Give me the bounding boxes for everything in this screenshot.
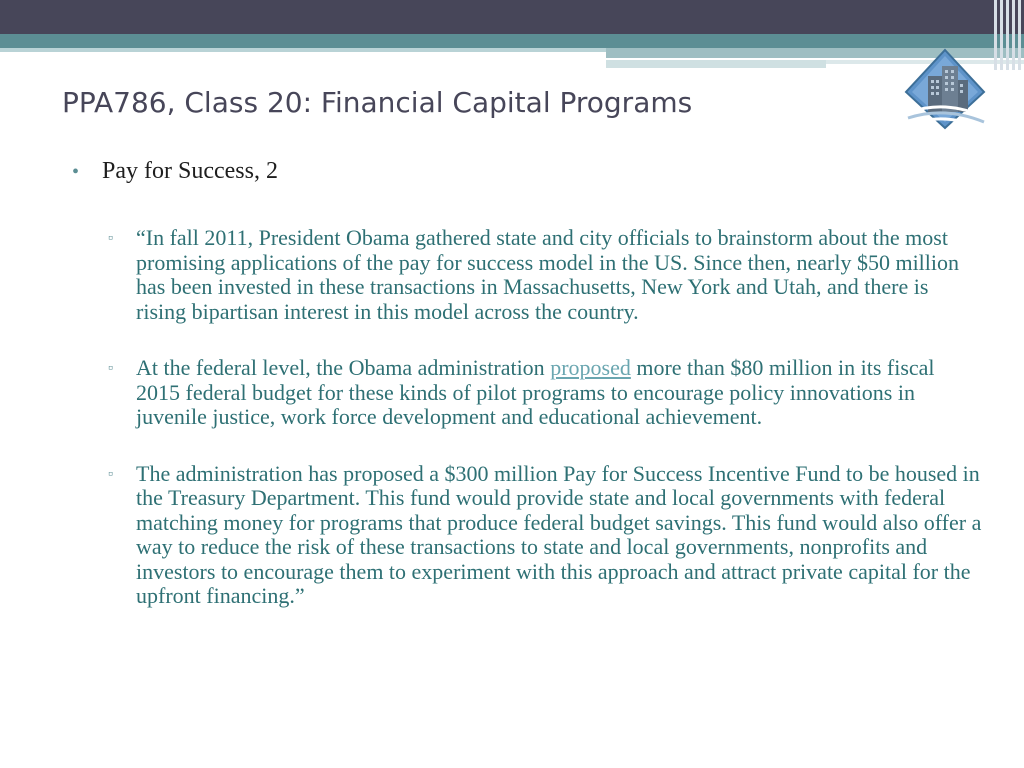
square-bullet-icon: ▫ [108, 361, 113, 376]
list-item-text-after: more than $80 million in its fiscal 2015 federal budget for these kinds of pilot programs to encourage policy innovations in juvenile justice, work force development and educational achievement. [136, 355, 935, 429]
header-bar-dark [0, 0, 1024, 34]
list-item [104, 462, 984, 609]
square-bullet-icon: ▫ [108, 466, 113, 482]
list-item [104, 356, 984, 430]
header-bar-light [0, 48, 606, 52]
list-item-text: “In fall 2011, President Obama gathered state and city officials to brainstorm about the most promising applications of the pay for success model in the US. Since then, nearly $50 million has been invested in these transactions in Massachusetts, New York and Utah, and there is rising bipartisan interest in this model across the country. [136, 225, 960, 324]
list-item-text: The administration has proposed a $300 million Pay for Success Incentive Fund to be housed in the Treasury Department. This fund would provide state and local governments with federal matching money for programs that produce federal budget savings. This fund would also offer a way to reduce the risk of these transactions to state and local governments, nonprofits and investors to encourage them to experiment with this approach and attract private capital for the upfront financing.” [136, 460, 982, 608]
header-vertical-stripes [990, 0, 1024, 70]
header-bar-accent-2 [606, 60, 826, 68]
slide-title: PPA786, Class 20: Financial Capital Programs [62, 86, 693, 119]
bullet-heading [72, 158, 278, 185]
bullet-heading-text: Pay for Success, 2 [102, 158, 278, 184]
bullet-dot-icon: • [72, 161, 80, 183]
header-bar-teal [0, 34, 1024, 48]
building-logo-icon [900, 46, 990, 136]
list-item [104, 226, 984, 324]
square-bullet-icon: ▫ [108, 231, 113, 246]
sub-bullet-list [104, 226, 984, 641]
list-item-text-before: At the federal level, the Obama administration [136, 355, 551, 380]
proposed-link[interactable]: proposed [550, 355, 631, 380]
